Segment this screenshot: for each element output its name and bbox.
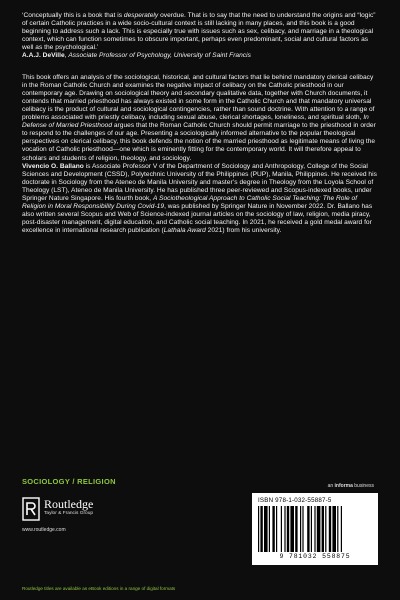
informa-brand: informa [334,483,353,489]
informa-prefix: an [327,483,335,489]
endorsement [22,12,378,60]
endorser-name: A.A.J. DeVille [22,52,65,60]
description-part1: This book offers an analysis of the sociological, historical, and cultural factors that lie behind mandatory clerical celibacy in the Roman Catholic Church and examines the negative impact of celibacy on the Catholic priesthood in our contemporary age. Drawing on sociological theory and secondary qualitative data, together with Church documents, it contends that married priesthood has always existed in some form in the Catholic Church and that mandatory universal celibacy is the product of cultural and sociological contingencies, rather than sound doctrine. With attention to a range of problems associated with priestly celibacy, including sexual abuse, clerical shortages, loneliness, and spiritual sloth, [22,74,375,122]
barcode-icon [258,506,372,552]
bio-part3: 2021) from his university. [205,226,282,234]
author-bio [22,163,378,235]
description-book-title: In Defense of Married Priesthood [22,114,369,130]
ebook-footnote: Routledge titles are available as eBook editions in a range of digital formats [22,586,176,591]
endorser-role: Associate Professor of Psychology, University of Saint Francis [68,52,251,60]
publisher-website: www.routledge.com [22,527,66,533]
informa-business [328,483,374,489]
publisher-row [22,483,378,567]
informa-suffix: business [352,483,374,489]
quote-rest: overdue. That is to say that the need to understand the origins and “logic” of certain Catholic practices in a wide socio-cultural context is still lacking in many places, and this book is a good beginning to address such a lack. This is especially true with issues such as sex, celibacy, and marriage in a theological context, which can function sometimes to obscure important, perhaps even predominant, social and cultural factors as well as the psychological.’ [22,12,376,52]
bio-book-title: A Sociotheological Approach to Catholic Social Teaching: The Role of Religion in Moral Responsibility During Covid-19 [22,194,358,210]
quote-lead: ‘Conceptually this is a book that is [22,12,124,19]
barcode-box [252,493,378,565]
publisher-group: Taylor & Francis Group [44,511,94,516]
isbn-label: ISBN 978-1-032-55887-5 [258,497,332,504]
bio-part1: is Associate Professor V of the Department of Sociology and Anthropology, College of the Social Sciences and Development (CSSD), Polytechnic University of the Philippines (PUP), Manila, Philippines. He received his doctorate in Sociology from the Ateneo de Manila University and master’s degree in Theology from the Loyola School of Theology (LST), Ateneo de Manila University. He has published three peer-reviewed and Scopus-indexed books, under Springer Nature Singapore. His fourth book, [22,162,377,202]
publisher-name: Routledge [44,497,94,511]
quote-emphasis: desperately [123,12,159,19]
bio-award: Lathala Award [163,226,206,234]
endorsement-quote [22,12,378,52]
subject-category: SOCIOLOGY / RELIGION [22,477,116,486]
barcode-area [252,483,378,565]
description-part2: argues that the Roman Catholic Church should permit marriage to the priesthood in order to respond to the challenges of our age. Presenting a sociologically informed alternative to the popular theological perspectives on clerical celibacy, this book defends the notion of the married priesthood as legitimate means of living the vocation of Catholic priesthood—one which is eminently fitting for the contemporary world. It will therefore appeal to scholars and students of religion, theology, and sociology. [22,122,376,162]
back-cover-text [22,12,378,235]
routledge-logo-icon [22,497,40,521]
bio-part2: , was published by Springer Nature in November 2022. Dr. Ballano has also written several Scopus and Web of Science-indexed journal articles on the sociology of law, religion, media piracy, post-disaster management, digital education, and Catholic social teaching. In 2021, he received a gold medal award for excellence in international research publication ( [22,202,373,234]
endorsement-attribution: A.A.J. DeVille, Associate Professor of Psychology, University of Saint Francis [22,52,251,60]
book-description [22,74,378,162]
routledge-logo [22,497,132,537]
barcode-number: 9 781032 558875 [279,553,351,560]
author-name: Vivencio O. Ballano [22,162,84,170]
